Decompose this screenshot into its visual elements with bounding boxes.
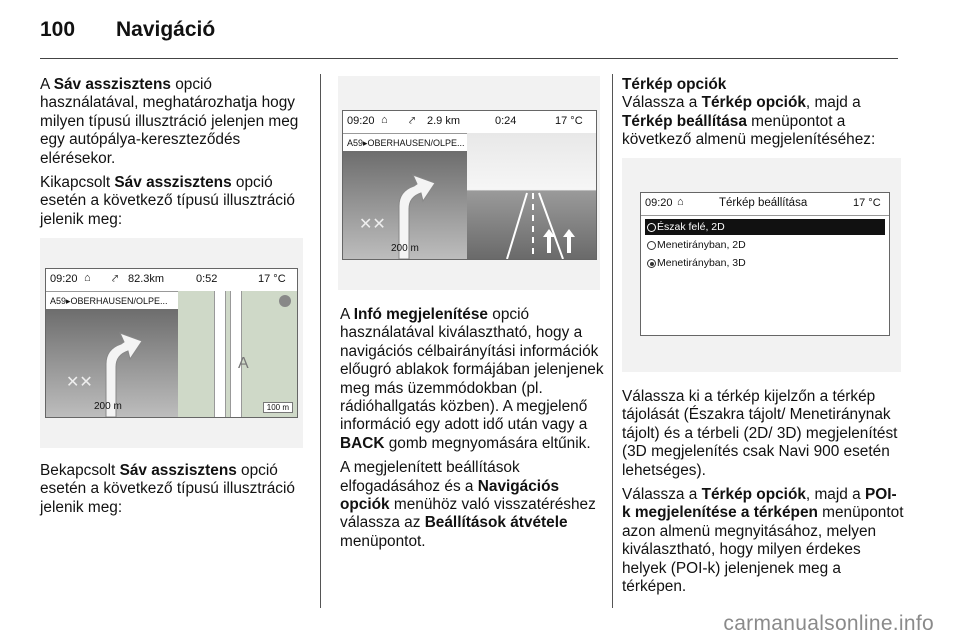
- column-2: [340, 306, 604, 557]
- clock: 09:20: [50, 273, 78, 285]
- clock: 09:20: [347, 115, 375, 127]
- column-separator: [612, 74, 613, 608]
- turn-panel: [46, 309, 178, 417]
- lane-label: A: [238, 355, 249, 372]
- menu-option-heading-3d[interactable]: [645, 255, 885, 271]
- paragraph: Válassza ki a térkép kijelzőn a térkép tájolását (Északra tájolt/ Menetiránynak tájolt) és a térbeli (2D/ 3D) megjelenítést (3D megjelenítés csak Navi 900 esetén lehetséges).: [622, 388, 898, 479]
- figure-frame: [338, 76, 600, 290]
- column-1: [40, 76, 304, 235]
- temperature: 17 °C: [555, 115, 583, 127]
- menu-option-north-2d[interactable]: [645, 219, 885, 235]
- distance-remaining: 82.3km: [128, 273, 165, 285]
- svg-text:✕✕: ✕✕: [66, 374, 93, 391]
- figure-frame: [622, 158, 901, 372]
- temperature: 17 °C: [258, 273, 286, 285]
- route-icon: ⌂: [381, 114, 388, 126]
- status-bar: [343, 111, 596, 134]
- status-bar: [641, 193, 889, 216]
- time-remaining: 0:24: [495, 115, 517, 127]
- turn-distance: 200 m: [94, 401, 122, 412]
- time-remaining: 0:52: [196, 273, 218, 285]
- map-scale: 100 m: [263, 402, 293, 413]
- paragraph: Válassza a Térkép opciók, majd a Térkép beállítása menüpontot a következő almenü megjelenítéséhez:: [622, 94, 876, 149]
- paragraph: A megjelenített beállítások elfogadásához és a Navigációs opciók menühöz való visszatéréshez válassza az Beállítások átvétele menüpontot.: [340, 459, 596, 550]
- page-number: 100: [40, 18, 76, 41]
- compass-icon: [279, 295, 291, 307]
- road-label: A59▸OBERHAUSEN/OLPE...: [50, 296, 168, 306]
- lane-assist-panel: [467, 133, 596, 259]
- menu-option-heading-2d[interactable]: [645, 237, 885, 253]
- svg-text:✕✕: ✕✕: [359, 216, 386, 233]
- header-rule: [40, 58, 898, 59]
- paragraph: Válassza a Térkép opciók, majd a POI-k megjelenítése a térképen menüpontot azon almenü megnyitásához, melyen kiválasztható, hogy milyen érdekes helyek (POI-k) jelenjenek meg a térképen.: [622, 486, 904, 596]
- radio-selected-icon: [647, 259, 656, 268]
- temperature: 17 °C: [853, 197, 881, 209]
- column-separator: [320, 74, 321, 608]
- map-panel: [178, 291, 297, 417]
- distance-remaining: 2.9 km: [427, 115, 461, 127]
- column-1-bottom: [40, 462, 304, 523]
- paragraph: A Sáv asszisztens opció használatával, meghatározhatja hogy milyen típusú illusztráció jelenjen meg egy autópálya-kereszteződés elérésekor.: [40, 76, 299, 167]
- route-icon: ⌂: [84, 272, 91, 284]
- route-icon: ⌂: [677, 196, 684, 208]
- distance-icon: ⤤: [112, 273, 119, 285]
- screen-title: Térkép beállítása: [719, 197, 808, 209]
- option-label: Észak felé, 2D: [657, 221, 725, 233]
- map-settings-screen: [640, 192, 890, 336]
- watermark: carmanualsonline.info: [723, 612, 934, 635]
- column-3-bottom: [622, 388, 904, 602]
- section-heading: Térkép opciók: [622, 76, 727, 93]
- nav-screen-lane-off: [45, 268, 298, 418]
- option-label: Menetirányban, 3D: [657, 257, 746, 269]
- lane-arrows-icon: [467, 133, 596, 259]
- radio-icon: [647, 241, 656, 250]
- radio-icon: [647, 223, 656, 232]
- distance-icon: ⤤: [409, 115, 416, 127]
- page-title: Navigáció: [116, 18, 216, 41]
- figure-frame: [40, 238, 303, 448]
- nav-screen-lane-on: [342, 110, 597, 260]
- status-bar: [46, 269, 297, 292]
- road-label: A59▸OBERHAUSEN/OLPE...: [347, 138, 465, 148]
- clock: 09:20: [645, 197, 673, 209]
- paragraph: A Infó megjelenítése opció használatával kiválasztható, hogy a navigációs célbairányítási információk előugró ablakok formájában jelenjenek meg más üzemmódokban (pl. rádióhallgatás közben). A megjelenő információ egy adott idő után vagy a BACK gomb megnyomására eltűnik.: [340, 306, 604, 452]
- turn-distance: 200 m: [391, 243, 419, 254]
- turn-panel: [343, 151, 467, 259]
- paragraph: Kikapcsolt Sáv asszisztens opció esetén a következő típusú illusztráció jelenik meg:: [40, 174, 295, 228]
- column-3: [622, 76, 902, 156]
- option-label: Menetirányban, 2D: [657, 239, 746, 251]
- paragraph: Bekapcsolt Sáv asszisztens opció esetén a következő típusú illusztráció jelenik meg:: [40, 462, 295, 516]
